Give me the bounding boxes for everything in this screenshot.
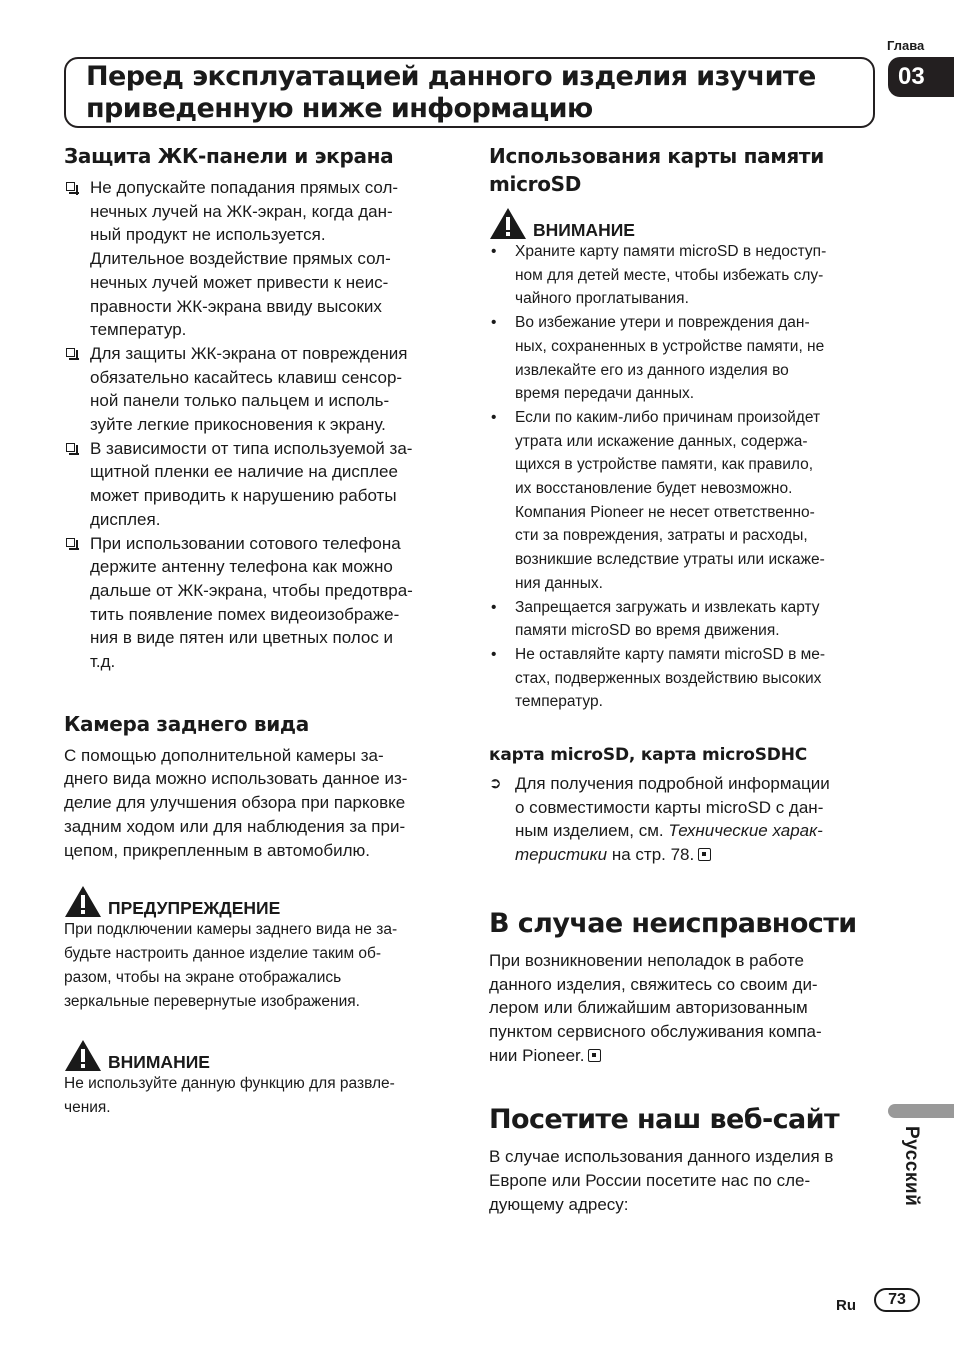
list-item-line: утрата или искажение данных, содержа- bbox=[515, 432, 808, 450]
text-line: При возникновении неполадок в работе bbox=[489, 950, 804, 970]
chapter-number-tab: 03 bbox=[888, 57, 954, 97]
text-line: пунктом сервисного обслуживания компа- bbox=[489, 1021, 822, 1041]
microsd-heading-line-1: Использования карты памяти bbox=[489, 144, 824, 168]
warning-header bbox=[64, 880, 456, 918]
left-column bbox=[64, 142, 456, 1120]
list-item bbox=[64, 342, 456, 437]
microsd-heading-line-2: microSD bbox=[489, 172, 582, 196]
lcd-protection-heading: Защита ЖК-панели и экрана bbox=[64, 144, 394, 168]
list-item-line: сти за повреждения, затраты и расходы, bbox=[515, 527, 808, 545]
list-item bbox=[64, 532, 456, 674]
website-heading: Посетите наш веб-сайт bbox=[489, 1104, 839, 1136]
checkbox-bullet-icon bbox=[66, 182, 75, 191]
list-item-line: извлекайте его из данного изделия во bbox=[515, 361, 789, 379]
list-item bbox=[64, 176, 456, 342]
text-line: С помощью дополнительной камеры за- bbox=[64, 745, 384, 765]
list-item-line: памяти microSD во время движения. bbox=[515, 622, 780, 640]
bullet-icon: • bbox=[491, 243, 497, 260]
text-line: При подключении камеры заднего вида не за- bbox=[64, 921, 398, 939]
list-item-line: ной панели только пальцем и исполь- bbox=[90, 391, 390, 411]
list-item-line: Не допускайте попадания прямых сол- bbox=[90, 178, 399, 197]
microsd-heading bbox=[489, 142, 879, 198]
spec-reference-link[interactable]: Технические харак- bbox=[668, 821, 823, 841]
page-number: 73 bbox=[874, 1288, 920, 1312]
end-of-section-icon bbox=[698, 848, 711, 861]
list-item bbox=[489, 596, 879, 643]
list-item-line: щихся в устройстве памяти, как правило, bbox=[515, 456, 814, 474]
list-item-line: температур. bbox=[515, 693, 603, 711]
caution-text bbox=[64, 1072, 456, 1120]
text-line: зеркальные перевернутые изображения. bbox=[64, 993, 360, 1011]
list-item bbox=[489, 406, 879, 596]
list-item-line: обязательно касайтесь клавиш сенсор- bbox=[90, 367, 403, 387]
warning-triangle-icon bbox=[489, 207, 527, 240]
list-item-line: ния в виде пятен или цветных полос и bbox=[90, 628, 394, 648]
troubleshooting-text bbox=[489, 949, 879, 1068]
compat-line-2: о совместимости карты microSD с дан- bbox=[515, 797, 824, 817]
list-item-line: т.д. bbox=[90, 652, 116, 672]
checkbox-bullet-icon bbox=[66, 443, 75, 452]
troubleshooting-heading: В случае неисправности bbox=[489, 907, 857, 939]
text-line: разом, чтобы на экране отображались bbox=[64, 969, 342, 987]
list-item-line: их восстановление будет невозможно. bbox=[515, 480, 793, 498]
text-line: задним ходом или для наблюдения за при- bbox=[64, 816, 406, 836]
microsd-caution-label: ВНИМАНИЕ bbox=[533, 220, 635, 240]
list-item-line: нечных лучей может привести к неис- bbox=[90, 272, 389, 292]
bullet-icon: • bbox=[491, 314, 497, 332]
list-item-line: Во избежание утери и повреждения дан- bbox=[515, 314, 810, 332]
lcd-protection-list bbox=[64, 176, 456, 674]
caution-header bbox=[64, 1034, 456, 1072]
list-item bbox=[489, 311, 879, 406]
right-column bbox=[489, 142, 879, 1217]
list-item-line: держите антенну телефона как можно bbox=[90, 557, 393, 577]
list-item-line: Для защиты ЖК-экрана от повреждения bbox=[90, 343, 408, 363]
list-item-line: В зависимости от типа используемой за- bbox=[90, 438, 413, 458]
reference-arrow-icon: ➲ bbox=[489, 775, 502, 793]
page-header-box bbox=[64, 57, 875, 128]
list-item-line: может приводить к нарушению работы bbox=[90, 486, 397, 506]
text-line: данного изделия, свяжитесь со своим ди- bbox=[489, 974, 818, 994]
bullet-icon: • bbox=[491, 408, 497, 426]
footer-language-code: Ru bbox=[836, 1297, 856, 1314]
compat-line-3: ным изделием, см. bbox=[515, 821, 669, 841]
bullet-icon: • bbox=[491, 645, 497, 663]
bullet-icon: • bbox=[491, 598, 497, 616]
list-item-line: Храните карту памяти microSD в недоступ- bbox=[515, 243, 827, 260]
list-item bbox=[489, 643, 879, 714]
text-line: делие для улучшения обзора при парковке bbox=[64, 793, 406, 813]
end-of-section-icon bbox=[588, 1049, 601, 1062]
compat-page-ref: на стр. 78. bbox=[607, 845, 695, 865]
warning-label: ПРЕДУПРЕЖДЕНИЕ bbox=[108, 898, 281, 919]
chapter-label: Глава bbox=[887, 38, 925, 53]
list-item-line: щитной пленки ее наличие на дисплее bbox=[90, 462, 398, 482]
checkbox-bullet-icon bbox=[66, 538, 75, 547]
microsd-caution-list bbox=[489, 240, 879, 714]
text-line: днего вида можно использовать данное из- bbox=[64, 769, 408, 789]
microsd-caution-header bbox=[489, 202, 879, 240]
list-item-line: ном для детей месте, чтобы избежать слу- bbox=[515, 266, 824, 284]
warning-triangle-icon bbox=[64, 1039, 102, 1072]
warning-text bbox=[64, 918, 456, 1014]
list-item-line: Не оставляйте карту памяти microSD в ме- bbox=[515, 645, 826, 663]
list-item-line: дальше от ЖК-экрана, чтобы предотвра- bbox=[90, 580, 413, 600]
page-title-line-2: приведенную ниже информацию bbox=[86, 93, 593, 124]
text-line: лером или ближайшим авторизованным bbox=[489, 998, 808, 1018]
list-item-line: ный продукт не используется. bbox=[90, 225, 326, 245]
text-line: В случае использования данного изделия в bbox=[489, 1147, 834, 1167]
checkbox-bullet-icon bbox=[66, 348, 75, 357]
text-line: цепом, прикрепленным в автомобилю. bbox=[64, 840, 370, 860]
list-item-line: дисплея. bbox=[90, 509, 161, 529]
list-item-line: возникшие вследствие утраты или искаже- bbox=[515, 551, 825, 569]
list-item-line: чайного проглатывания. bbox=[515, 290, 689, 308]
list-item-line: время передачи данных. bbox=[515, 385, 695, 403]
text-line: будьте настроить данное изделие таким об- bbox=[64, 945, 382, 963]
list-item-line: тить появление помех видеоизображе- bbox=[90, 604, 400, 624]
warning-triangle-icon bbox=[64, 885, 102, 918]
list-item-line: нечных лучей на ЖК-экран, когда дан- bbox=[90, 201, 393, 221]
rear-camera-heading: Камера заднего вида bbox=[64, 711, 309, 736]
language-label: Русский bbox=[901, 1126, 922, 1207]
spec-reference-link-cont[interactable]: теристики bbox=[515, 845, 608, 865]
compat-line-1: Для получения подробной информации bbox=[515, 774, 830, 794]
list-item bbox=[64, 437, 456, 532]
troubleshooting-last-line: нии Pioneer. bbox=[489, 1045, 585, 1065]
rear-camera-text bbox=[64, 744, 456, 863]
list-item-line: стах, подверженных воздействию высоких bbox=[515, 669, 822, 687]
list-item-line: ния данных. bbox=[515, 574, 603, 592]
page-title-line-1: Перед эксплуатацией данного изделия изучите bbox=[86, 61, 816, 92]
language-tab bbox=[888, 1104, 954, 1118]
list-item bbox=[489, 240, 879, 311]
list-item-line: При использовании сотового телефона bbox=[90, 533, 401, 553]
caution-label: ВНИМАНИЕ bbox=[108, 1052, 210, 1073]
text-line: чения. bbox=[64, 1099, 111, 1117]
list-item-line: зуйте легкие прикосновения к экрану. bbox=[90, 415, 386, 435]
list-item-line: Запрещается загружать и извлекать карту bbox=[515, 598, 820, 616]
text-line: Не используйте данную функцию для развле- bbox=[64, 1075, 395, 1093]
list-item-line: ных, сохраненных в устройстве памяти, не bbox=[515, 337, 825, 355]
list-item-line: правности ЖК-экрана ввиду высоких bbox=[90, 296, 382, 316]
text-line: Европе или России посетите нас по сле- bbox=[489, 1171, 811, 1191]
page-title bbox=[86, 61, 873, 125]
text-line: дующему адресу: bbox=[489, 1194, 629, 1214]
list-item-line: Если по каким-либо причинам произойдет bbox=[515, 408, 821, 426]
list-item-line: Длительное воздействие прямых сол- bbox=[90, 249, 391, 269]
list-item-line: температур. bbox=[90, 320, 187, 340]
microsdhc-heading: карта microSD, карта microSDHC bbox=[489, 745, 807, 766]
website-text bbox=[489, 1145, 879, 1216]
list-item-line: Компания Pioneer не несет ответственно- bbox=[515, 503, 815, 521]
microsd-compat-note bbox=[489, 772, 879, 867]
